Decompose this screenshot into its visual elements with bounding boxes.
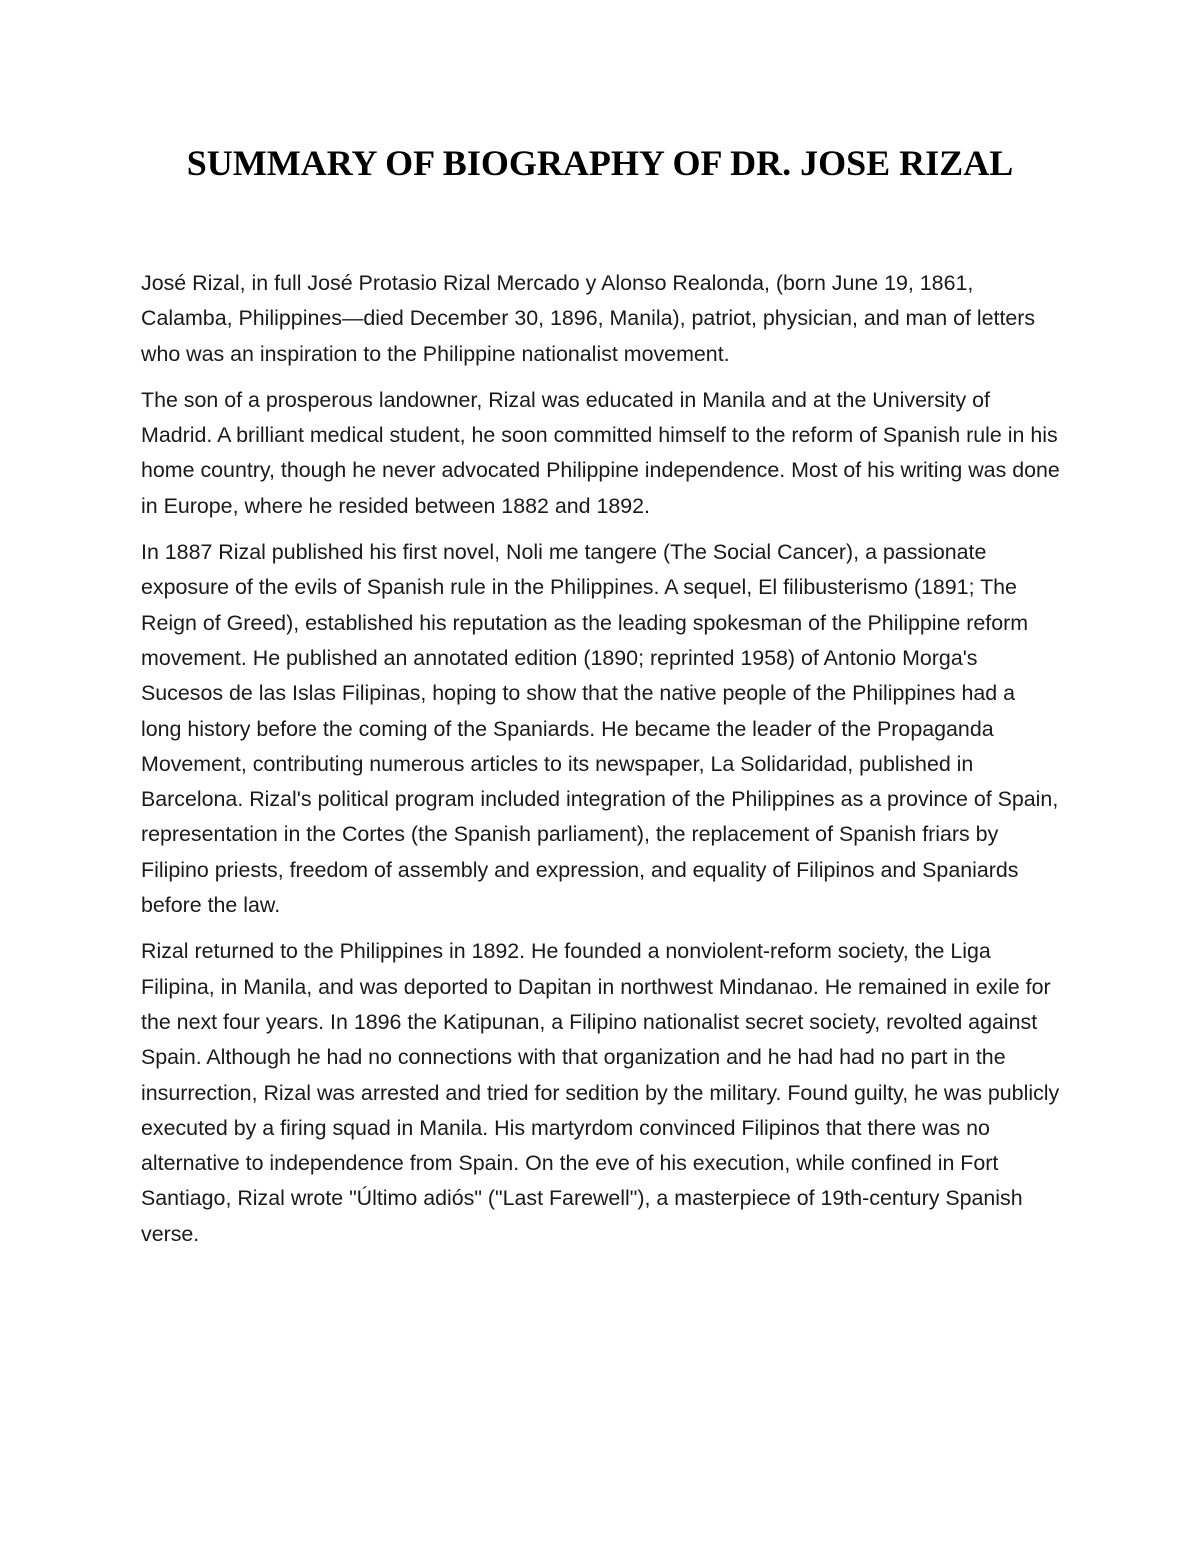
paragraph-intro: José Rizal, in full José Protasio Rizal Mercado y Alonso Realonda, (born June 19, 1861, Calamba, Philippines—died December 30, 1896, Manila), patriot, physician, and man of letters who was an inspiration to the Philippine nationalist movement. [141,271,1036,366]
paragraph-novels: In 1887 Rizal published his first novel, Noli me tangere (The Social Cancer), a passionate exposure of the evils of Spanish rule in the Philippines. A sequel, El filibusterismo (1891; The Reign of Greed), established his reputation as the leading spokesman of the Philippine reform movement. He published an annotated edition (1890; reprinted 1958) of Antonio Morga's Sucesos de las Islas Filipinas, hoping to show that the native people of the Philippines had a long history before the coming of the Spaniards. He became the leader of the Propaganda Movement, contributing numerous articles to its newspaper, La Solidaridad, published in Barcelona. Rizal's political program included integration of the Philippines as a province of Spain, representation in the Cortes (the Spanish parliament), the replacement of Spanish friars by Filipino priests, freedom of assembly and expression, and equality of Filipinos and Spaniards before the law. [141,540,1059,918]
document-title: SUMMARY OF BIOGRAPHY OF DR. JOSE RIZAL [186,143,1014,183]
paragraph-education: The son of a prosperous landowner, Rizal was educated in Manila and at the University of Madrid. A brilliant medical student, he soon committed himself to the reform of Spanish rule in his home country, though he never advocated Philippine independence. Most of his writing was done in Europe, where he resided between 1882 and 1892. [141,387,1060,518]
document-body [141,266,1061,1263]
paragraph-return-execution: Rizal returned to the Philippines in 1892. He founded a nonviolent-reform society, the Liga Filipina, in Manila, and was deported to Dapitan in northwest Mindanao. He remained in exile for the next four years. In 1896 the Katipunan, a Filipino nationalist secret society, revolted against Spain. Although he had no connections with that organization and he had had no part in the insurrection, Rizal was arrested and tried for sedition by the military. Found guilty, he was publicly executed by a firing squad in Manila. His martyrdom convinced Filipinos that there was no alternative to independence from Spain. On the eve of his execution, while confined in Fort Santiago, Rizal wrote "Último adiós" ("Last Farewell"), a masterpiece of 19th-century Spanish verse. [141,939,1060,1246]
